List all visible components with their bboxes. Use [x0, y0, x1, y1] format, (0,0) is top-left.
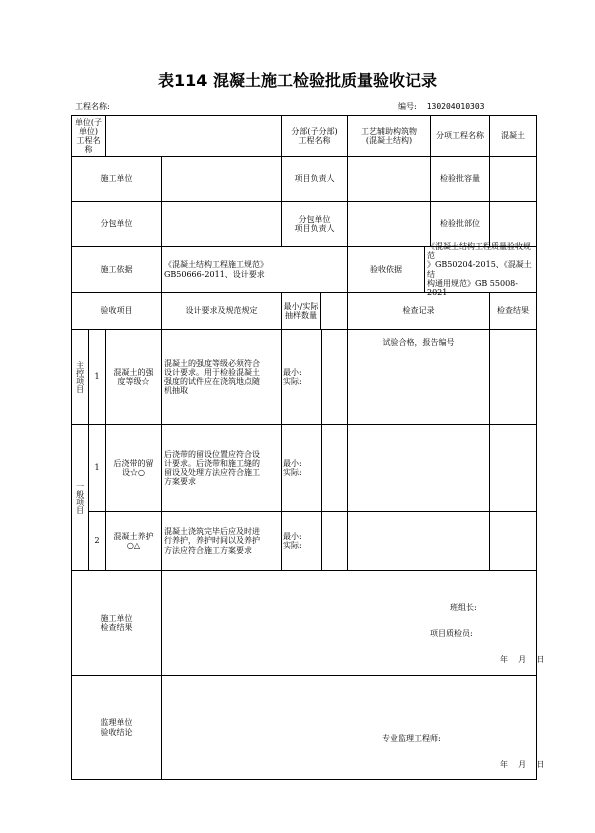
item-name-label: 分项工程名称 — [436, 131, 484, 141]
subcontract-unit-label: 分包单位 — [72, 202, 162, 247]
col-check-record: 检查记录 — [348, 293, 490, 330]
col-inspection-item: 验收项目 — [72, 293, 162, 330]
project-manager-label: 项目负责人 — [282, 157, 348, 202]
quality-inspector-label: 项目质检员: — [430, 629, 473, 638]
record-code — [398, 101, 485, 112]
row-requirement: 后浇带的留设位置应符合设 计要求。后浇带和施工缝的 留设及处理方法应符合施工 方案要求 — [162, 425, 282, 512]
min-sample-label: 最小: — [283, 531, 302, 541]
row-check-record[interactable] — [348, 425, 490, 512]
project-name-label: 工程名称: — [75, 102, 110, 111]
col-sample-qty: 最小/实际 抽样数量 — [282, 293, 321, 329]
supervision-area[interactable] — [162, 676, 545, 780]
row-item-name: 混凝土养护 ○△ — [106, 512, 162, 571]
subcontract-unit-value[interactable] — [162, 202, 282, 247]
project-manager-value[interactable] — [348, 157, 431, 201]
row-number: 2 — [89, 512, 106, 571]
table-row — [72, 512, 537, 571]
construction-unit-value[interactable] — [162, 157, 282, 202]
code-value: 130204010303 — [426, 102, 485, 111]
col-check-result: 检查结果 — [490, 293, 537, 330]
row-check-result[interactable] — [490, 512, 537, 571]
min-sample-label: 最小: — [283, 367, 302, 377]
acceptance-record-table — [71, 115, 545, 780]
capacity-label: 检验批容量 — [440, 174, 480, 184]
team-leader-label: 班组长: — [450, 603, 477, 612]
actual-sample-label: 实际: — [283, 377, 302, 386]
page-title: 表114 混凝土施工检验批质量验收记录 — [158, 71, 437, 90]
table-row — [72, 425, 537, 512]
construction-basis-value: 《混凝土结构工程施工规范》 GB50666-2011、设计要求 — [162, 247, 348, 293]
row-check-result[interactable] — [490, 330, 537, 425]
actual-sample-label: 实际: — [283, 541, 302, 550]
main-control-group: 主控项目 — [72, 330, 89, 425]
row-item-name: 混凝土的强 度等级☆ — [106, 330, 162, 425]
info-row-construction — [72, 157, 537, 202]
batch-part-label: 检验批部位 — [440, 219, 480, 229]
supervision-label: 监理单位 验收结论 — [72, 676, 162, 780]
table-row — [72, 330, 537, 425]
subpart-label: 分部(子分部) 工程名称 — [282, 116, 348, 157]
construction-date: 年 月 日 — [500, 655, 545, 664]
supervision-date: 年 月 日 — [500, 760, 545, 769]
acceptance-basis-value: 《混凝土结构工程质量验收规范 》GB50204-2015、《混凝土结 构通用规范》GB 55008-2021 — [427, 241, 532, 297]
batch-part-value[interactable] — [490, 202, 537, 247]
row-number: 1 — [89, 330, 106, 425]
info-row-subcontract — [72, 202, 537, 247]
min-sample-label: 最小: — [283, 458, 302, 468]
code-label: 编号: — [398, 102, 417, 111]
acceptance-basis-label: 验收依据 — [348, 247, 425, 292]
info-row-basis — [72, 247, 537, 293]
row-number: 1 — [89, 425, 106, 512]
row-check-result[interactable] — [490, 425, 537, 512]
construction-check-row — [72, 571, 537, 676]
actual-sample-label: 实际: — [283, 468, 302, 477]
row-item-name: 后浇带的留 设☆○ — [106, 425, 162, 512]
general-group: 一般项目 — [72, 425, 89, 571]
subcontract-manager-label: 分包单位 项目负责人 — [282, 202, 348, 247]
construction-check-area[interactable] — [162, 571, 545, 676]
capacity-value[interactable] — [490, 157, 537, 202]
subpart-value: 工艺辅助构筑物 (混凝土结构) — [348, 116, 431, 156]
supervisor-label: 专业监理工程师: — [382, 734, 441, 743]
construction-check-label: 施工单位 检查结果 — [72, 571, 162, 676]
subcontract-manager-value[interactable] — [348, 202, 431, 246]
construction-basis-label: 施工依据 — [72, 247, 162, 293]
column-header-row — [72, 293, 537, 330]
item-name-value: 混凝土 — [490, 116, 537, 157]
info-row-unit — [72, 116, 537, 157]
supervision-row — [72, 676, 537, 780]
unit-name-label: 单位(子单位) 工程名称 — [72, 116, 106, 157]
row-check-record[interactable] — [348, 512, 490, 571]
row-check-record: 试验合格，报告编号 — [348, 330, 490, 425]
row-requirement: 混凝土的强度等级必须符合 设计要求。用于检验混凝土 强度的试件应在浇筑地点随 机抽取 — [162, 330, 282, 425]
construction-unit-label: 施工单位 — [72, 157, 162, 202]
col-requirement: 设计要求及规范规定 — [162, 293, 282, 330]
row-requirement: 混凝土浇筑完毕后应及时进 行养护，养护时间以及养护 方法应符合施工方案要求 — [162, 512, 282, 571]
unit-name-value[interactable] — [106, 116, 282, 157]
